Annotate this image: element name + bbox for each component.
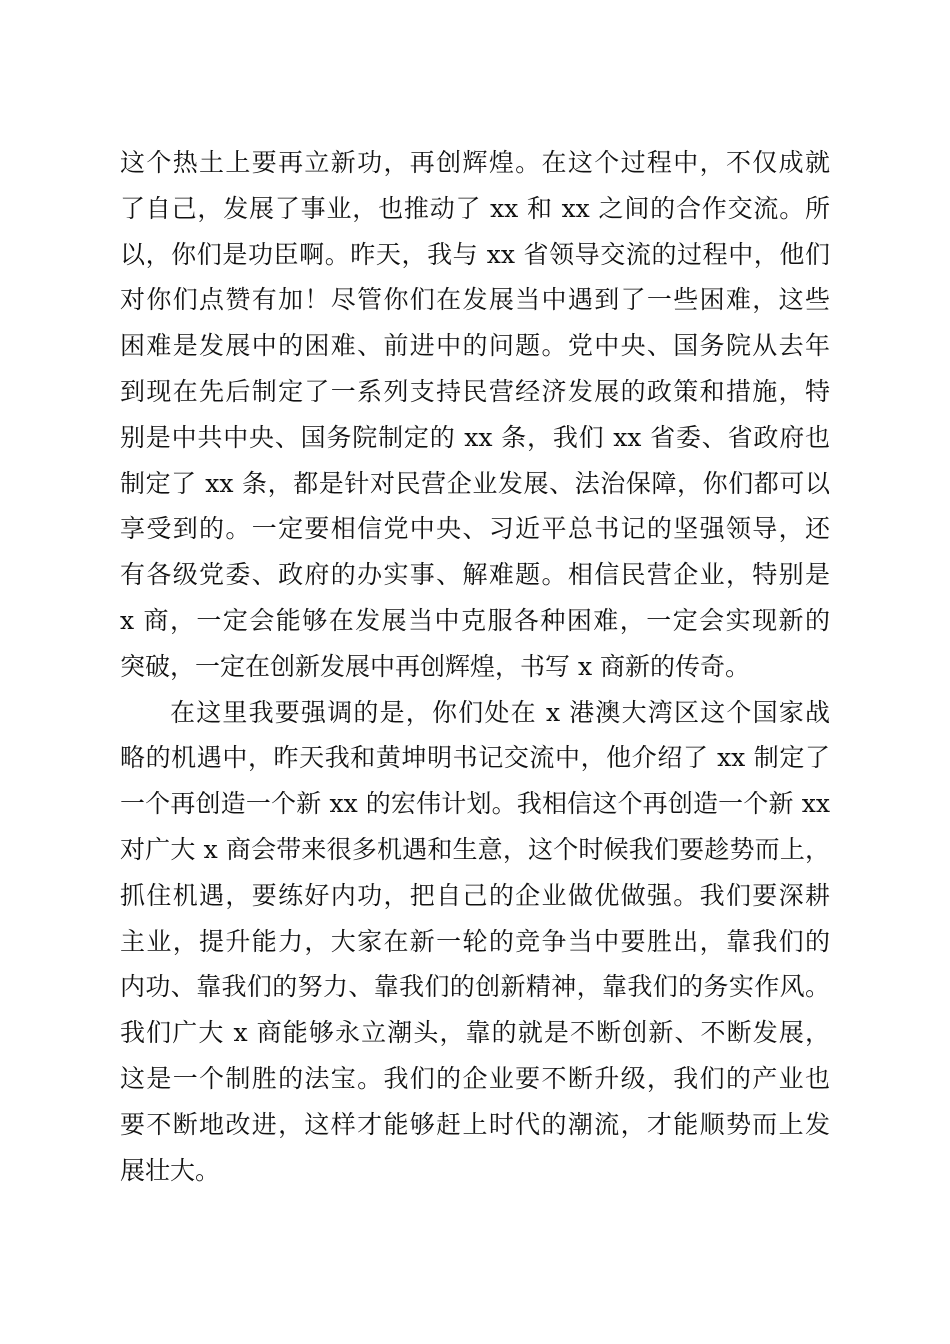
- text-line: 对你们点赞有加！尽管你们在发展当中遇到了一些困难，这些: [120, 285, 830, 315]
- text-line: 我们广大 x 商能够永立潮头，靠的就是不断创新、不断发展，: [120, 1018, 830, 1048]
- text-line: 困难是发展中的困难、前进中的问题。党中央、国务院从去年: [120, 331, 830, 361]
- text-line: 到现在先后制定了一系列支持民营经济发展的政策和措施，特: [120, 376, 830, 406]
- text-line: 要不断地改进，这样才能够赶上时代的潮流，才能顺势而上发: [120, 1109, 830, 1139]
- text-line: 内功、靠我们的努力、靠我们的创新精神，靠我们的务实作风。: [120, 972, 830, 1002]
- text-line: 略的机遇中，昨天我和黄坤明书记交流中，他介绍了 xx 制定了: [120, 743, 830, 773]
- text-line: 在这里我要强调的是，你们处在 x 港澳大湾区这个国家战: [170, 697, 830, 727]
- text-line: 享受到的。一定要相信党中央、习近平总书记的坚强领导，还: [120, 514, 830, 544]
- text-line: 了自己，发展了事业，也推动了 xx 和 xx 之间的合作交流。所: [120, 193, 830, 223]
- text-line: 这个热土上要再立新功，再创辉煌。在这个过程中，不仅成就: [120, 148, 830, 177]
- paragraph-1: [120, 140, 830, 690]
- text-line: 对广大 x 商会带来很多机遇和生意，这个时候我们要趁势而上，: [120, 834, 830, 864]
- document-body: [120, 140, 830, 1193]
- text-line: 抓住机遇，要练好内功，把自己的企业做优做强。我们要深耕: [120, 880, 830, 910]
- text-line: 以，你们是功臣啊。昨天，我与 xx 省领导交流的过程中，他们: [120, 239, 830, 269]
- text-line: 突破，一定在创新发展中再创辉煌，书写 x 商新的传奇。: [120, 651, 750, 681]
- text-line: 有各级党委、政府的办实事、解难题。相信民营企业，特别是: [120, 560, 830, 590]
- text-line: 展壮大。: [120, 1155, 221, 1185]
- text-line: 主业，提升能力，大家在新一轮的竞争当中要胜出，靠我们的: [120, 926, 830, 956]
- text-line: 这是一个制胜的法宝。我们的企业要不断升级，我们的产业也: [120, 1063, 830, 1093]
- text-line: 制定了 xx 条，都是针对民营企业发展、法治保障，你们都可以: [120, 468, 830, 498]
- text-line: 别是中共中央、国务院制定的 xx 条，我们 xx 省委、省政府也: [120, 422, 830, 452]
- paragraph-2: [120, 690, 830, 1194]
- text-line: 一个再创造一个新 xx 的宏伟计划。我相信这个再创造一个新 xx: [120, 789, 830, 819]
- text-line: x 商，一定会能够在发展当中克服各种困难，一定会实现新的: [120, 605, 830, 635]
